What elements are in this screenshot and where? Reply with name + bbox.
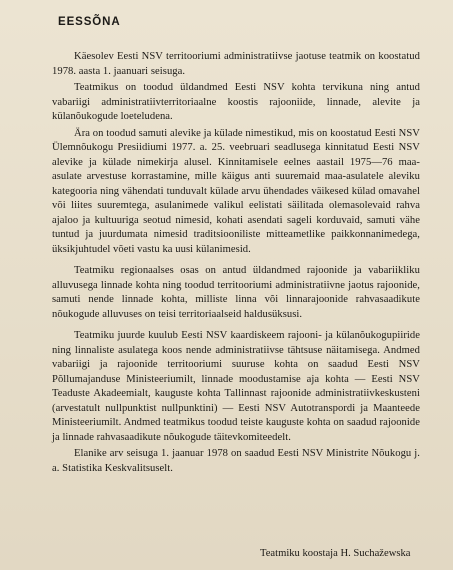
document-title: EESSÕNA <box>58 16 121 28</box>
paragraph-population: Elanike arv seisuga 1. jaanuar 1978 on saadud Eesti NSV Ministrite Nõukogu j. a. Statistika Keskvalitsuselt. <box>52 448 420 474</box>
paragraph-settlement-lists: Ära on toodud samuti alevike ja külade nimestikud, mis on koostatud Eesti NSV Ülemnõukogu Presiidiumi 1977. a. 25. veebruari seadlusega kinnitatud Eesti NSV alevike ja külade nimekirja alusel. Kinnitamisele eelnes aastail 1975—76 maa-asulate arvestuse korrastamine, mille käigus anti suuremaid maa-asulatele aleviku kategooria ning vähendati tunduvalt külade arvu ühendades väikesed külad omavahel või liites suuremtega, asulanimede valikul eelistati säilitada olemasolevaid rahva ajaloo ja kultuuriga seotud nimesid, kohati asendati sageli korduvaid, samuti vähe tuntud ja juurdumata nimesid traditsiooniliste mitteametlike paikkonnanimedega, üksikjuhtudel võeti vastu ka uusi külanimesid. <box>52 127 420 255</box>
paragraph-regional-part: Teatmiku regionaalses osas on antud üldandmed rajoonide ja vabariikliku alluvusega linnade kohta ning toodud territooriumi administratiivne jaotus rajoonide, samuti nende linnade kohta, milliste linna või linnarajoonide rahvasaadikute nõukogude alluvuses on teisi territoriaalseid haldusüksusi. <box>52 265 420 320</box>
document-body <box>52 50 420 476</box>
paragraph-general-data: Teatmikus on toodud üldandmed Eesti NSV kohta tervikuna ning antud vabariigi administratiivterritoriaalne koostis rajooniide, linnade, alevite ja külanõukogude loeteludena. <box>52 82 420 122</box>
paragraph-intro: Käesolev Eesti NSV territooriumi administratiivse jaotuse teatmik on koostatud 1978. aasta 1. jaanuari seisuga. <box>52 51 420 77</box>
paragraph-map-and-sources: Teatmiku juurde kuulub Eesti NSV kaardiskeem rajooni- ja külanõukogupiiride ning linnaliste asulatega koos nende administratiivse tähtsuse näitamisega. Andmed vabariigi ja rajoonide territooriumi suuruse kohta on saadud Eesti NSV Põllumajanduse Ministeeriumilt, linnade moodustamise aja kohta — Eesti NSV Teaduste Akadeemialt, kauguste kohta Tallinnast rajoonide administratiivkeskusteni (arvestatult nullpunktist nullpunktini) — Eesti NSV Autotranspordi ja Maanteede Ministeeriumilt. Andmed teatmikus toodud teiste kauguste kohta on saadud rajoonide ja linnade rahvasaadikute nõukogude täitevkomiteedelt. <box>52 330 420 443</box>
signature-line: Teatmiku koostaja H. Suchažewska <box>260 548 411 559</box>
